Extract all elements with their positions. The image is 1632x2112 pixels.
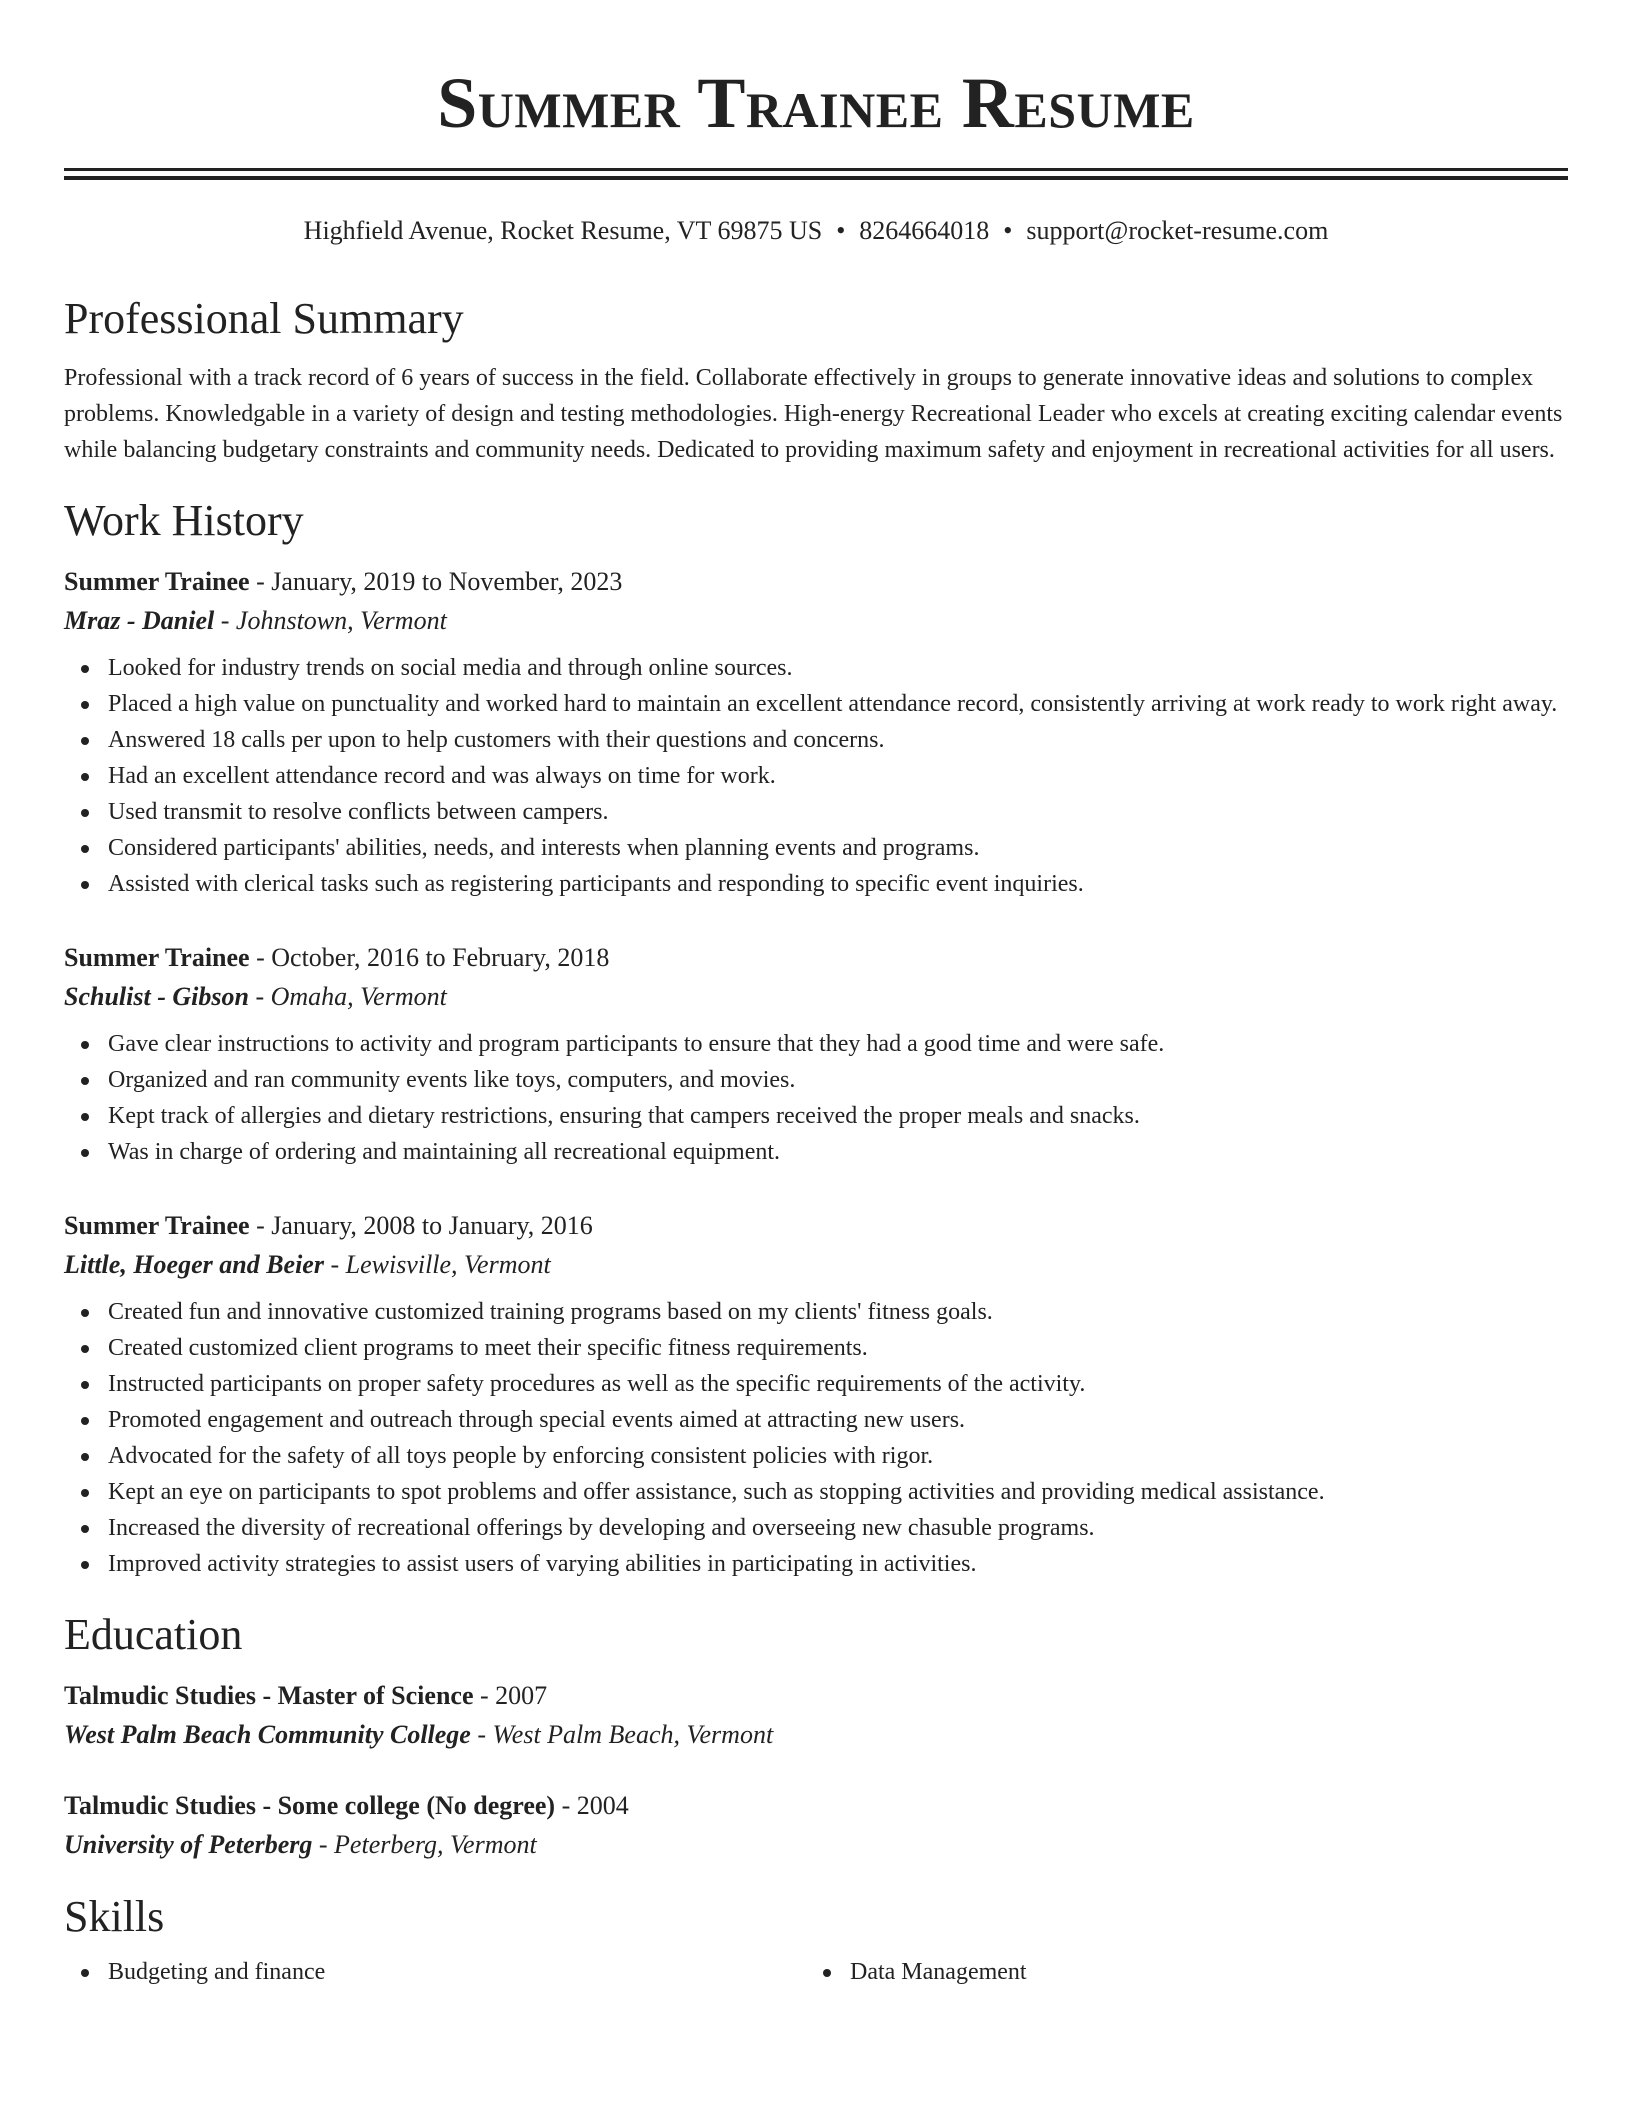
skills-list-right bbox=[806, 1954, 1548, 1990]
list-item: Improved activity strategies to assist users of varying abilities in participating in activities. bbox=[108, 1546, 1568, 1582]
job-entry bbox=[64, 938, 1568, 1170]
contact-email: support@rocket-resume.com bbox=[1026, 216, 1329, 245]
list-item: Created fun and innovative customized training programs based on my clients' fitness goals. bbox=[108, 1294, 1568, 1330]
list-item: Kept track of allergies and dietary restrictions, ensuring that campers received the proper meals and snacks. bbox=[108, 1098, 1568, 1134]
job-location: - Lewisville, Vermont bbox=[323, 1250, 551, 1279]
job-dates: - October, 2016 to February, 2018 bbox=[249, 943, 610, 972]
degree-year: - 2004 bbox=[555, 1791, 629, 1820]
school-line bbox=[64, 1715, 1568, 1754]
list-item: Had an excellent attendance record and was always on time for work. bbox=[108, 758, 1568, 794]
job-location: - Johnstown, Vermont bbox=[214, 606, 447, 635]
job-title: Summer Trainee bbox=[64, 943, 250, 972]
contact-address: Highfield Avenue, Rocket Resume, VT 69875 US bbox=[303, 216, 823, 245]
list-item: Placed a high value on punctuality and worked hard to maintain an excellent attendance record, consistently arriving at work ready to work right away. bbox=[108, 686, 1568, 722]
education-heading: Education bbox=[64, 1610, 243, 1659]
degree-line bbox=[64, 1786, 1568, 1825]
skills-heading: Skills bbox=[64, 1892, 165, 1941]
job-title-line bbox=[64, 938, 1568, 977]
school-location: - West Palm Beach, Vermont bbox=[470, 1720, 774, 1749]
job-company: Little, Hoeger and Beier bbox=[64, 1250, 324, 1279]
school-line bbox=[64, 1825, 1568, 1864]
contact-phone: 8264664018 bbox=[859, 216, 990, 245]
education-entry bbox=[64, 1676, 1568, 1754]
list-item: Increased the diversity of recreational offerings by developing and overseeing new chasuble programs. bbox=[108, 1510, 1568, 1546]
job-title-line bbox=[64, 562, 1568, 601]
job-duties-list bbox=[64, 1026, 1568, 1170]
list-item: Organized and ran community events like toys, computers, and movies. bbox=[108, 1062, 1568, 1098]
job-dates: - January, 2008 to January, 2016 bbox=[249, 1211, 593, 1240]
job-title: Summer Trainee bbox=[64, 1211, 250, 1240]
job-title: Summer Trainee bbox=[64, 567, 250, 596]
contact-line bbox=[64, 214, 1568, 248]
page-title: Summer Trainee Resume bbox=[437, 63, 1195, 143]
skills-grid bbox=[64, 1954, 1568, 1990]
list-item: Gave clear instructions to activity and program participants to ensure that they had a good time and were safe. bbox=[108, 1026, 1568, 1062]
job-duties-list bbox=[64, 650, 1568, 902]
list-item: Was in charge of ordering and maintaining all recreational equipment. bbox=[108, 1134, 1568, 1170]
list-item: Created customized client programs to meet their specific fitness requirements. bbox=[108, 1330, 1568, 1366]
list-item: Used transmit to resolve conflicts between campers. bbox=[108, 794, 1568, 830]
degree-year: - 2007 bbox=[473, 1681, 548, 1710]
list-item: Looked for industry trends on social media and through online sources. bbox=[108, 650, 1568, 686]
school-location: - Peterberg, Vermont bbox=[312, 1830, 537, 1859]
work-history-heading: Work History bbox=[64, 496, 304, 545]
education-entry bbox=[64, 1786, 1568, 1864]
job-company: Mraz - Daniel bbox=[64, 606, 215, 635]
title-double-rule bbox=[64, 168, 1568, 180]
degree-name: Talmudic Studies - Some college (No degree) bbox=[64, 1791, 556, 1820]
degree-line bbox=[64, 1676, 1568, 1715]
job-company-line bbox=[64, 1245, 1568, 1284]
school-name: University of Peterberg bbox=[64, 1830, 313, 1859]
job-company-line bbox=[64, 601, 1568, 640]
list-item: Advocated for the safety of all toys people by enforcing consistent policies with rigor. bbox=[108, 1438, 1568, 1474]
contact-separator: • bbox=[836, 216, 846, 245]
contact-separator: • bbox=[1003, 216, 1013, 245]
job-location: - Omaha, Vermont bbox=[248, 982, 447, 1011]
job-company-line bbox=[64, 977, 1568, 1016]
school-name: West Palm Beach Community College bbox=[64, 1720, 471, 1749]
summary-text: Professional with a track record of 6 years of success in the field. Collaborate effectively in groups to generate innovative ideas and solutions to complex problems. Knowledgable in a variety of design and testing methodologies. High-energy Recreational Leader who excels at creating exciting calendar events while balancing budgetary constraints and community needs. Dedicated to providing maximum safety and enjoyment in recreational activities for all users. bbox=[64, 365, 1563, 463]
job-title-line bbox=[64, 1206, 1568, 1245]
job-entry bbox=[64, 562, 1568, 902]
skills-list-left bbox=[64, 1954, 806, 1990]
job-entry bbox=[64, 1206, 1568, 1582]
list-item: Answered 18 calls per upon to help customers with their questions and concerns. bbox=[108, 722, 1568, 758]
list-item: Kept an eye on participants to spot problems and offer assistance, such as stopping activities and providing medical assistance. bbox=[108, 1474, 1568, 1510]
job-dates: - January, 2019 to November, 2023 bbox=[249, 567, 623, 596]
list-item: Instructed participants on proper safety procedures as well as the specific requirements of the activity. bbox=[108, 1366, 1568, 1402]
summary-heading: Professional Summary bbox=[64, 294, 464, 343]
skill-item: Budgeting and finance bbox=[108, 1954, 806, 1990]
job-company: Schulist - Gibson bbox=[64, 982, 249, 1011]
skill-item: Data Management bbox=[850, 1954, 1548, 1990]
job-duties-list bbox=[64, 1294, 1568, 1582]
list-item: Considered participants' abilities, needs, and interests when planning events and programs. bbox=[108, 830, 1568, 866]
list-item: Assisted with clerical tasks such as registering participants and responding to specific event inquiries. bbox=[108, 866, 1568, 902]
list-item: Promoted engagement and outreach through special events aimed at attracting new users. bbox=[108, 1402, 1568, 1438]
degree-name: Talmudic Studies - Master of Science bbox=[64, 1681, 474, 1710]
